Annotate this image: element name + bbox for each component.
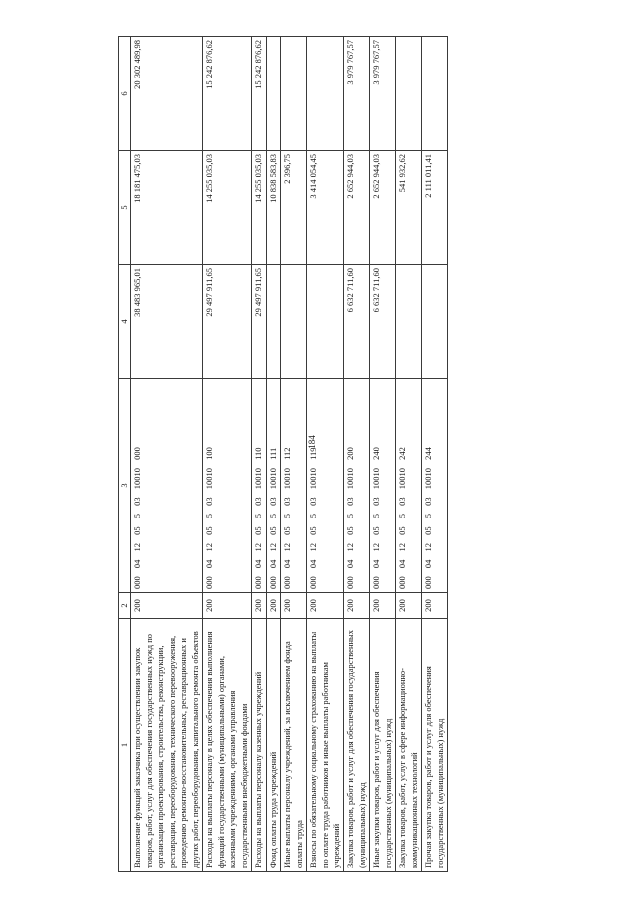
row-section-cell: 200 (396, 593, 422, 619)
row-code-cell: 000 04 12 05 5 03 10010 119 (307, 379, 344, 593)
header-cell: 1 (119, 619, 131, 872)
table-body (131, 37, 448, 872)
table-row (344, 37, 370, 872)
row-amount-col4-cell (281, 265, 307, 379)
row-code-cell: 000 04 12 05 5 03 10010 242 (396, 379, 422, 593)
row-amount-col5-cell: 2 396,75 (281, 151, 307, 265)
row-name-cell: Прочая закупка товаров, работ и услуг для обеспечения государственных (муниципальных) нужд (422, 619, 448, 872)
row-amount-col6-cell: 15 242 876,62 (252, 37, 266, 151)
row-name-cell: Иные закупки товаров, работ и услуг для обеспечения государственных (муниципальных) нужд (370, 619, 396, 872)
row-section-cell: 200 (281, 593, 307, 619)
row-code-cell: 000 04 12 05 5 03 10010 100 (203, 379, 252, 593)
row-amount-col5-cell: 2 652 944,03 (370, 151, 396, 265)
row-name-cell: Расходы на выплаты персоналу казенных учреждений (252, 619, 266, 872)
row-code-cell: 000 04 12 05 5 03 10010 111 (266, 379, 280, 593)
table-row (266, 37, 280, 872)
row-name-cell: Фонд оплаты труда учреждений (266, 619, 280, 872)
row-amount-col6-cell: 3 979 767,57 (370, 37, 396, 151)
table-row (252, 37, 266, 872)
table-row (281, 37, 307, 872)
row-code-cell: 000 04 12 05 5 03 10010 112 (281, 379, 307, 593)
row-code-cell: 000 04 12 05 5 03 10010 000 (131, 379, 203, 593)
row-section-cell: 200 (252, 593, 266, 619)
row-amount-col6-cell (266, 37, 280, 151)
row-amount-col6-cell: 3 979 767,57 (344, 37, 370, 151)
table-row (307, 37, 344, 872)
page-number: 184 (306, 435, 317, 449)
row-section-cell: 200 (131, 593, 203, 619)
header-row (119, 37, 131, 872)
header-cell: 3 (119, 379, 131, 593)
row-amount-col4-cell (266, 265, 280, 379)
table-row (370, 37, 396, 872)
row-amount-col5-cell: 14 255 035,03 (252, 151, 266, 265)
row-code-cell: 000 04 12 05 5 03 10010 244 (422, 379, 448, 593)
row-amount-col4-cell: 6 632 711,60 (344, 265, 370, 379)
table-row (131, 37, 203, 872)
table-row (396, 37, 422, 872)
row-name-cell: Расходы на выплаты персоналу в целях обеспечения выполнения функций государственными (муниципальными) органами, казенными учреждениями, органами управления государственными внебюджетными фондами (203, 619, 252, 872)
row-amount-col4-cell: 38 483 965,01 (131, 265, 203, 379)
row-section-cell: 200 (203, 593, 252, 619)
budget-table (118, 36, 448, 872)
rotated-table-container (118, 37, 573, 872)
header-cell: 6 (119, 37, 131, 151)
row-name-cell: Взносы по обязательному социальному страхованию на выплаты по оплате труда работников и иные выплаты работникам учреждений (307, 619, 344, 872)
table-row (422, 37, 448, 872)
row-amount-col4-cell (422, 265, 448, 379)
row-amount-col6-cell (281, 37, 307, 151)
row-section-cell: 200 (344, 593, 370, 619)
row-code-cell: 000 04 12 05 5 03 10010 240 (370, 379, 396, 593)
header-cell: 4 (119, 265, 131, 379)
row-name-cell: Иные выплаты персоналу учреждений, за исключением фонда оплаты труда (281, 619, 307, 872)
row-section-cell: 200 (422, 593, 448, 619)
row-amount-col5-cell: 10 838 583,83 (266, 151, 280, 265)
row-amount-col6-cell (396, 37, 422, 151)
row-amount-col5-cell: 18 181 475,03 (131, 151, 203, 265)
row-amount-col5-cell: 2 111 011,41 (422, 151, 448, 265)
row-amount-col5-cell: 14 255 035,03 (203, 151, 252, 265)
header-cell: 5 (119, 151, 131, 265)
row-amount-col4-cell (307, 265, 344, 379)
row-amount-col6-cell: 20 302 489,98 (131, 37, 203, 151)
row-name-cell: Закупка товаров, работ и услуг для обеспечения государственных (муниципальных) нужд (344, 619, 370, 872)
row-amount-col6-cell (307, 37, 344, 151)
row-amount-col4-cell: 29 497 911,65 (252, 265, 266, 379)
row-section-cell: 200 (266, 593, 280, 619)
row-name-cell: Выполнение функций заказчика при осуществлении закупок товаров, работ, услуг для обеспечения государственных нужд по организации проектирования, строительства, реконструкции, реставрации, переоборудования, технического перевооружения, проведению ремонтно-восстановительных, реставрационных и других работ, переоборудования, капитального ремонта объектов (131, 619, 203, 872)
row-amount-col6-cell: 15 242 876,62 (203, 37, 252, 151)
row-amount-col5-cell: 2 652 944,03 (344, 151, 370, 265)
row-amount-col5-cell: 541 932,62 (396, 151, 422, 265)
row-section-cell: 200 (370, 593, 396, 619)
row-amount-col4-cell: 29 497 911,65 (203, 265, 252, 379)
table-row (203, 37, 252, 872)
row-section-cell: 200 (307, 593, 344, 619)
header-cell: 2 (119, 593, 131, 619)
row-name-cell: Закупка товаров, работ, услуг в сфере информационно-коммуникационных технологий (396, 619, 422, 872)
row-amount-col5-cell: 3 414 054,45 (307, 151, 344, 265)
row-code-cell: 000 04 12 05 5 03 10010 110 (252, 379, 266, 593)
row-amount-col4-cell (396, 265, 422, 379)
row-amount-col4-cell: 6 632 711,60 (370, 265, 396, 379)
row-code-cell: 000 04 12 05 5 03 10010 200 (344, 379, 370, 593)
row-amount-col6-cell (422, 37, 448, 151)
